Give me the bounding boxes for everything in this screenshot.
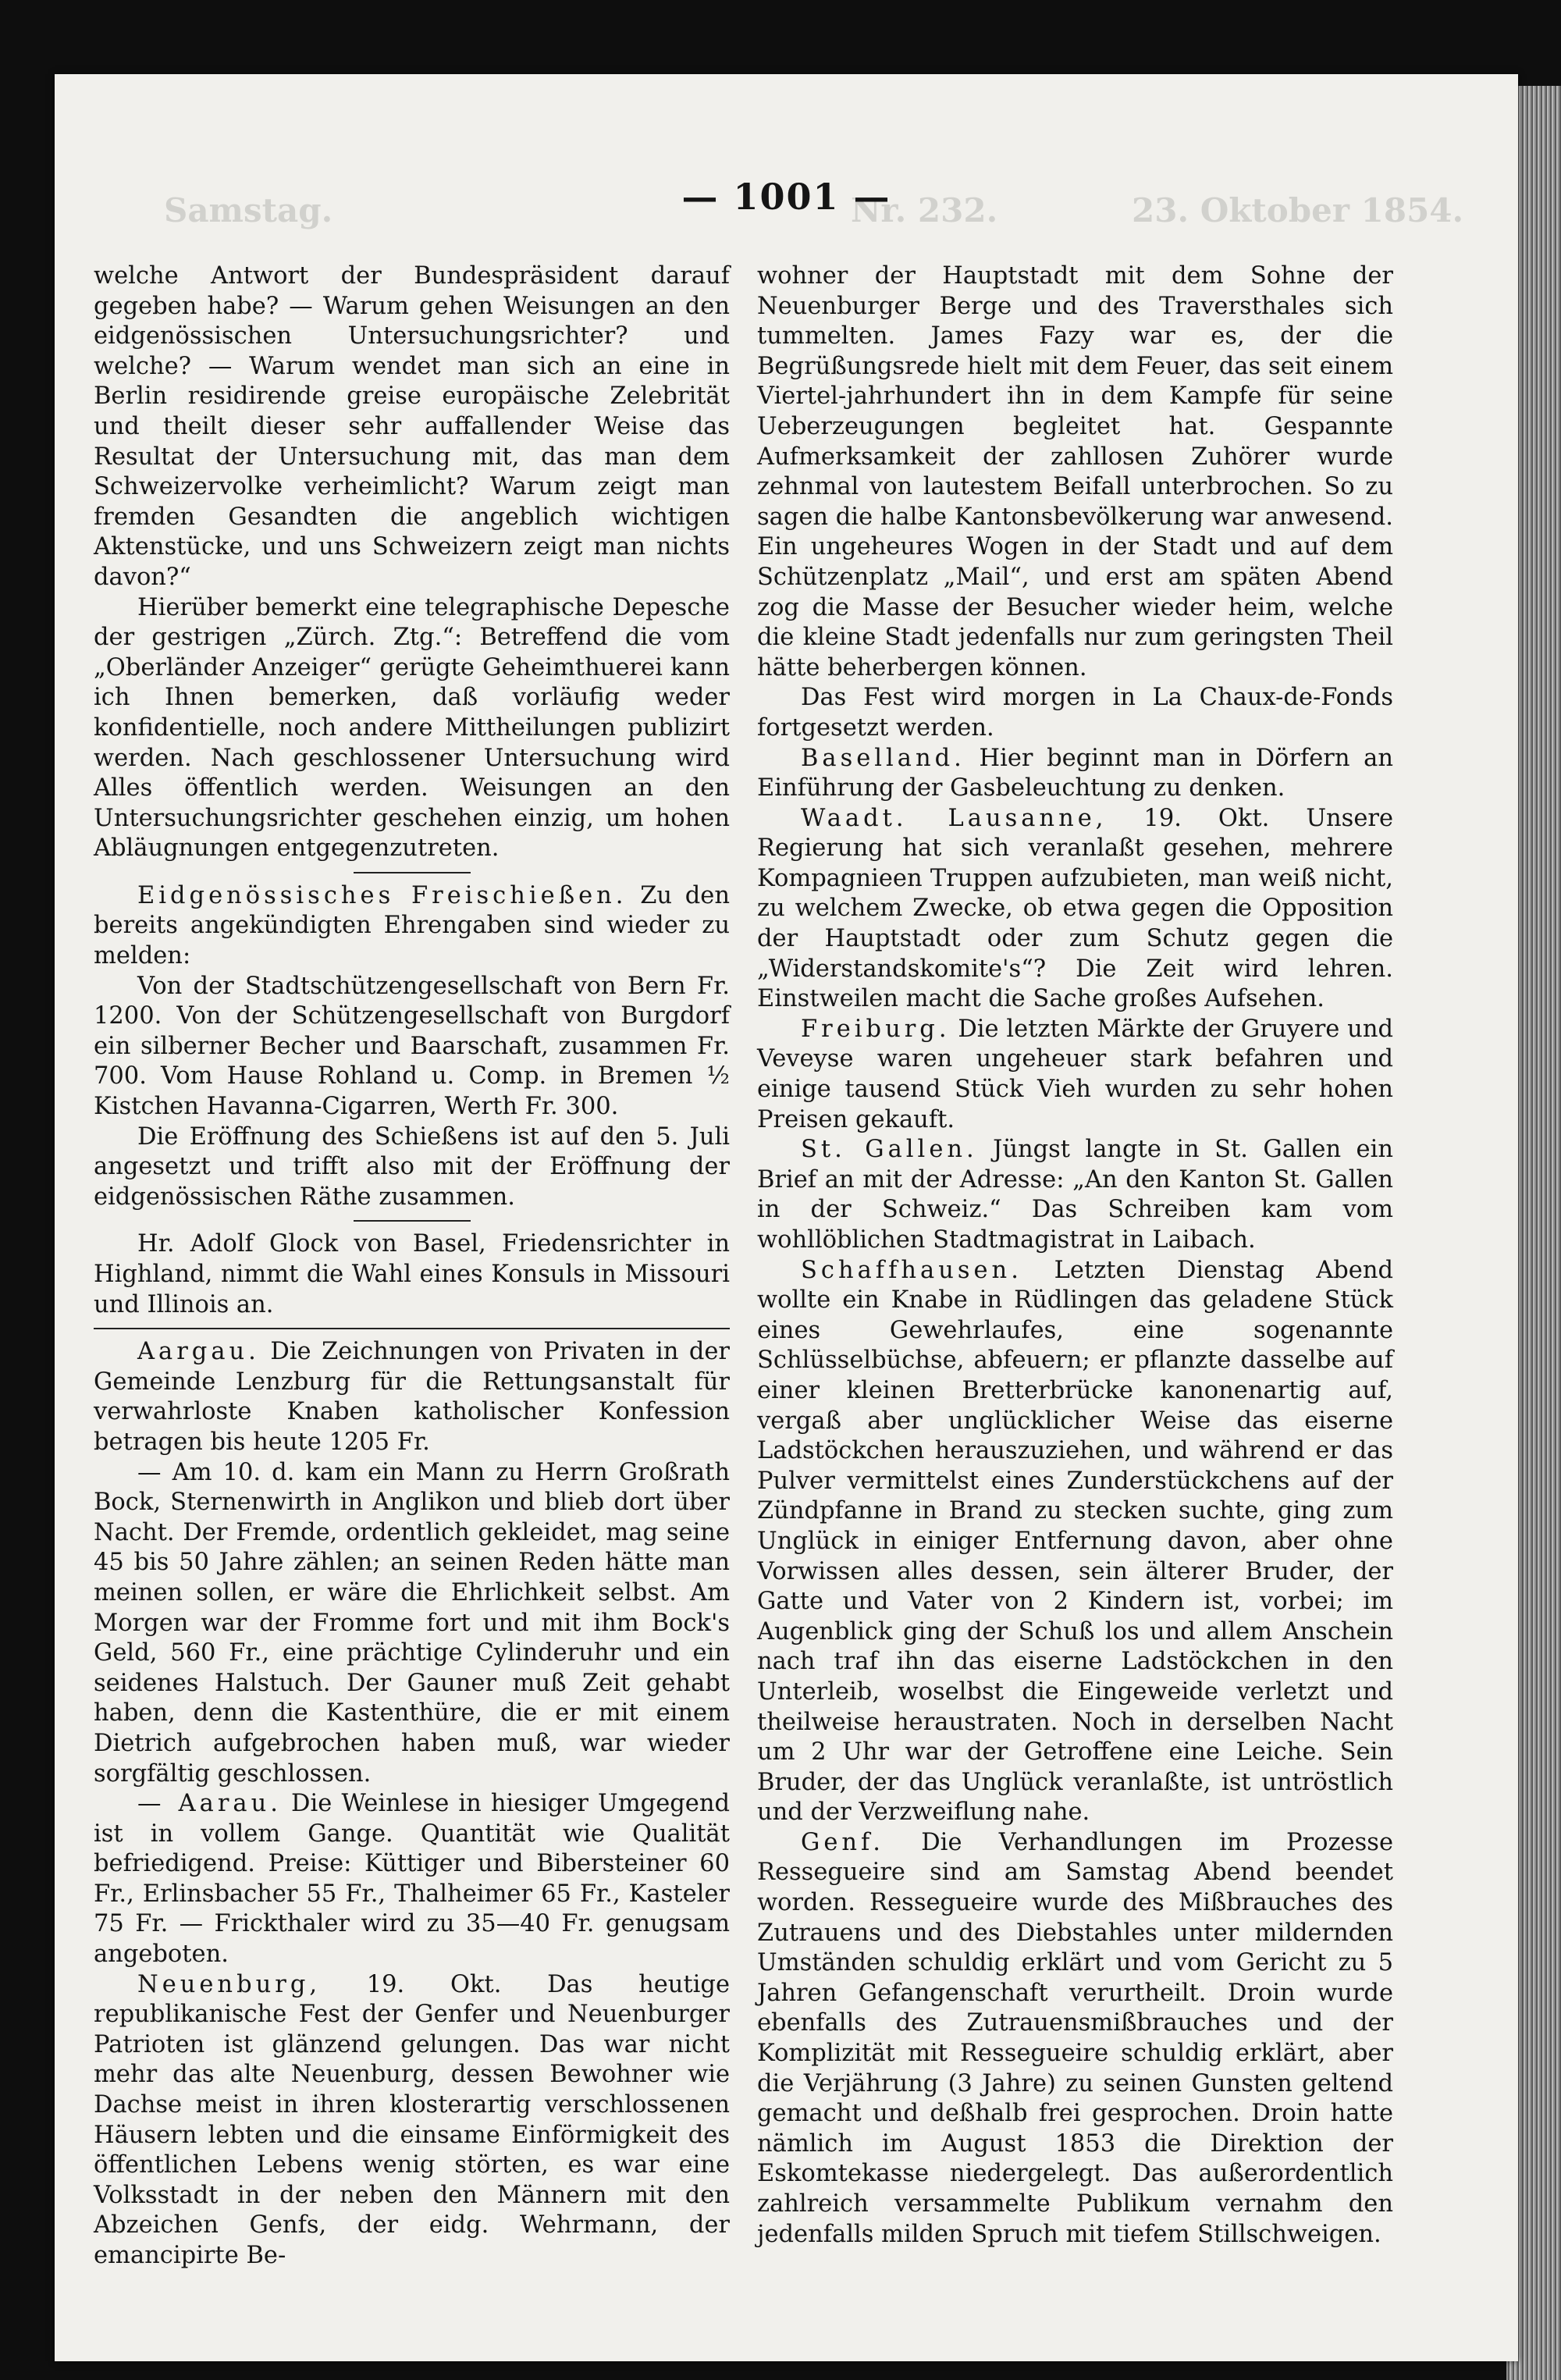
section-heading: Baselland.: [801, 744, 965, 772]
section-heading: Schaffhausen.: [801, 1256, 1022, 1284]
paragraph: Hr. Adolf Glock von Basel, Friedensrichter in Highland, nimmt die Wahl eines Konsuls in Missouri und Illinois an.: [94, 1230, 730, 1318]
section-heading: — Aarau.: [137, 1790, 282, 1818]
paragraph: Die Eröffnung des Schießens ist auf den 5. Juli angesetzt und trifft also mit der Eröffnung der eidgenössischen Räthe zusammen.: [94, 1122, 730, 1211]
paragraph: Eidgenössisches Freischießen. Zu den bereits angekündigten Ehrengaben sind wieder zu melden:: [94, 881, 730, 970]
paragraph: Von der Stadtschützengesellschaft von Bern Fr. 1200. Von der Schützengesellschaft von Burgdorf ein silberner Becher und Baarschaft, zusammen Fr. 700. Vom Hause Rohland u. Comp. in Bremen ½ Kistchen Havanna-Cigarren, Werth Fr. 300.: [94, 972, 730, 1121]
paragraph: Freiburg. Die letzten Märkte der Gruyere und Veveyse waren ungeheuer stark befahren und einige tausend Stück Vieh wurden zu sehr hohen Preisen gekauft.: [757, 1015, 1393, 1133]
paragraph: St. Gallen. Jüngst langte in St. Gallen ein Brief an mit der Adresse: „An den Kanton St. Gallen in der Schweiz.“ Das Schreiben kam vom wohllöblichen Stadtmagistrat in Laibach.: [757, 1136, 1393, 1254]
paragraph: Genf. Die Verhandlungen im Prozesse Ressegueire sind am Samstag Abend beendet worden. Ressegueire wurde des Mißbrauches des Zutrauens und des Diebstahles unter mildernden Umständen schuldig erklärt und vom Gericht zu 5 Jahren Gefangenschaft verurtheilt. Droin wurde ebenfalls des Zutrauensmißbrauches und der Komplizität mit Ressegueire schuldig erklärt, aber die Verjährung (3 Jahre) zu seinen Gunsten geltend gemacht und deßhalb frei gesprochen. Droin hatte nämlich im August 1853 die Direktion der Eskomtekasse niedergelegt. Das außerordentlich zahlreich versammelte Publikum vernahm den jedenfalls milden Spruch mit tiefem Stillschweigen.: [757, 1828, 1393, 2248]
right-column: [757, 261, 1393, 2250]
divider: [354, 872, 471, 873]
paragraph: wohner der Hauptstadt mit dem Sohne der Neuenburger Berge und des Traversthales sich tummelten. James Fazy war es, der die Begrüßungsrede hielt mit dem Feuer, das seit einem Viertel-jahrhundert ihn in dem Kampfe für seine Ueberzeugungen begleitet hat. Gespannte Aufmerksamkeit der zahllosen Zuhörer wurde zehnmal von lautestem Beifall unterbrochen. So zu sagen die halbe Kantonsbevölkerung war anwesend. Ein ungeheures Wogen in der Stadt und auf dem Schützenplatz „Mail“, und erst am späten Abend zog die Masse der Besucher wieder heim, welche die kleine Stadt jedenfalls nur zum geringsten Theil hätte beherbergen können.: [757, 262, 1393, 681]
section-heading: Eidgenössisches Freischießen.: [137, 881, 628, 909]
paragraph: Das Fest wird morgen in La Chaux-de-Fonds fortgesetzt werden.: [757, 684, 1393, 742]
paragraph: — Am 10. d. kam ein Mann zu Herrn Großrath Bock, Sternenwirth in Anglikon und blieb dort über Nacht. Der Fremde, ordentlich gekleidet, mag seine 45 bis 50 Jahre zählen; an seinen Reden hätte man meinen sollen, er wäre die Ehrlichkeit selbst. Am Morgen war der Fromme fort und mit ihm Bock's Geld, 560 Fr., eine prächtige Cylinderuhr und ein seidenes Halstuch. Der Gauner muß Zeit gehabt haben, denn die Kastenthüre, die er mit einem Dietrich aufgebrochen haben muß, war wieder sorgfältig geschlossen.: [94, 1458, 730, 1788]
section-heading: Aargau.: [137, 1338, 260, 1366]
bleed-through-issue: Nr. 232.: [851, 191, 998, 229]
paragraph: welche Antwort der Bundespräsident darauf gegeben habe? — Warum gehen Weisungen an den eidgenössischen Untersuchungsrichter? und welche? — Warum wendet man sich an eine in Berlin residirende greise europäische Zelebrität und theilt dieser sehr auffallender Weise das Resultat der Untersuchung mit, das man dem Schweizervolke verheimlicht? Warum zeigt man fremden Gesandten die angeblich wichtigen Aktenstücke, und uns Schweizern zeigt man nichts davon?“: [94, 262, 730, 591]
section-heading: Neuenburg,: [137, 1970, 322, 1998]
paragraph: Aargau. Die Zeichnungen von Privaten in der Gemeinde Lenzburg für die Rettungsanstalt für verwahrloste Knaben katholischer Konfession betragen bis heute 1205 Fr.: [94, 1338, 730, 1456]
divider: [94, 1328, 730, 1329]
paragraph: Schaffhausen. Letzten Dienstag Abend wollte ein Knabe in Rüdlingen das geladene Stück eines Gewehrlaufes, eine sogenannte Schlüsselbüchse, abfeuern; er pflanzte dasselbe auf einer kleinen Bretterbrücke kanonenartig auf, vergaß aber unglücklicher Weise das eiserne Ladstöckchen herauszuziehen, und während er das Pulver vermittelst eines Zunderstückchens auf der Zündpfanne in Brand zu stecken suchte, ging zum Unglück in einiger Entfernung davon, aber ohne Vorwissen alles dessen, sein älterer Bruder, der Gatte und Vater von 2 Kindern ist, vorbei; im Augenblick ging der Schuß los und allem Anschein nach traf ihn das eiserne Ladstöckchen in den Unterleib, woselbst die Eingeweide verletzt und theilweise heraustraten. Noch in derselben Nacht um 2 Uhr war der Getroffene eine Leiche. Sein Bruder, der das Unglück veranlaßte, ist untröstlich und der Verzweiflung nahe.: [757, 1256, 1393, 1827]
paragraph: Hierüber bemerkt eine telegraphische Depesche der gestrigen „Zürch. Ztg.“: Betreffend die vom „Oberländer Anzeiger“ gerügte Geheimthuerei kann ich Ihnen bemerken, daß vorläufig weder konfidentielle, noch andere Mittheilungen publizirt werden. Nach geschlossener Untersuchung wird Alles öffentlich werden. Weisungen an den Untersuchungsrichter geschehen einzig, um hohen Abläugnungen entgegenzutreten.: [94, 593, 730, 863]
paragraph: Neuenburg, 19. Okt. Das heutige republikanische Fest der Genfer und Neuenburger Patrioten ist glänzend gelungen. Das war nicht mehr das alte Neuenburg, dessen Bewohner wie Dachse meist in ihren klosterartig verschlossenen Häusern lebten und die einsame Einförmigkeit des öffentlichen Lebens wenig störten, es war eine Volksstadt in der neben den Männern mit den Abzeichen Genfs, der eidg. Wehrmann, der emancipirte Be-: [94, 1970, 730, 2269]
bleed-through-weekday: Samstag.: [164, 191, 333, 229]
bleed-through-date: 23. Oktober 1854.: [1132, 191, 1464, 229]
section-heading: Genf.: [801, 1828, 884, 1856]
left-column: [94, 261, 730, 2271]
paragraph: Baselland. Hier beginnt man in Dörfern an Einführung der Gasbeleuchtung zu denken.: [757, 744, 1393, 802]
section-heading: Waadt. Lausanne,: [801, 804, 1108, 832]
section-heading: St. Gallen.: [801, 1136, 978, 1164]
page-number: — 1001 —: [681, 176, 891, 218]
newspaper-page: [55, 74, 1518, 2361]
paragraph: — Aarau. Die Weinlese in hiesiger Umgegend ist in vollem Gange. Quantität wie Qualität befriedigend. Preise: Küttiger und Bibersteiner 60 Fr., Erlinsbacher 55 Fr., Thalheimer 65 Fr., Kasteler 75 Fr. — Frickthaler wird zu 35—40 Fr. genugsam angeboten.: [94, 1790, 730, 1969]
divider: [354, 1220, 471, 1222]
paragraph: Waadt. Lausanne, 19. Okt. Unsere Regierung hat sich veranlaßt gesehen, mehrere Kompagnieen Truppen aufzubieten, man weiß nicht, zu welchem Zwecke, ob etwa gegen die Opposition der Hauptstadt oder zum Schutz gegen die „Widerstandskomite's“? Die Zeit wird lehren. Einstweilen macht die Sache großes Aufsehen.: [757, 804, 1393, 1013]
section-heading: Freiburg.: [801, 1015, 951, 1043]
